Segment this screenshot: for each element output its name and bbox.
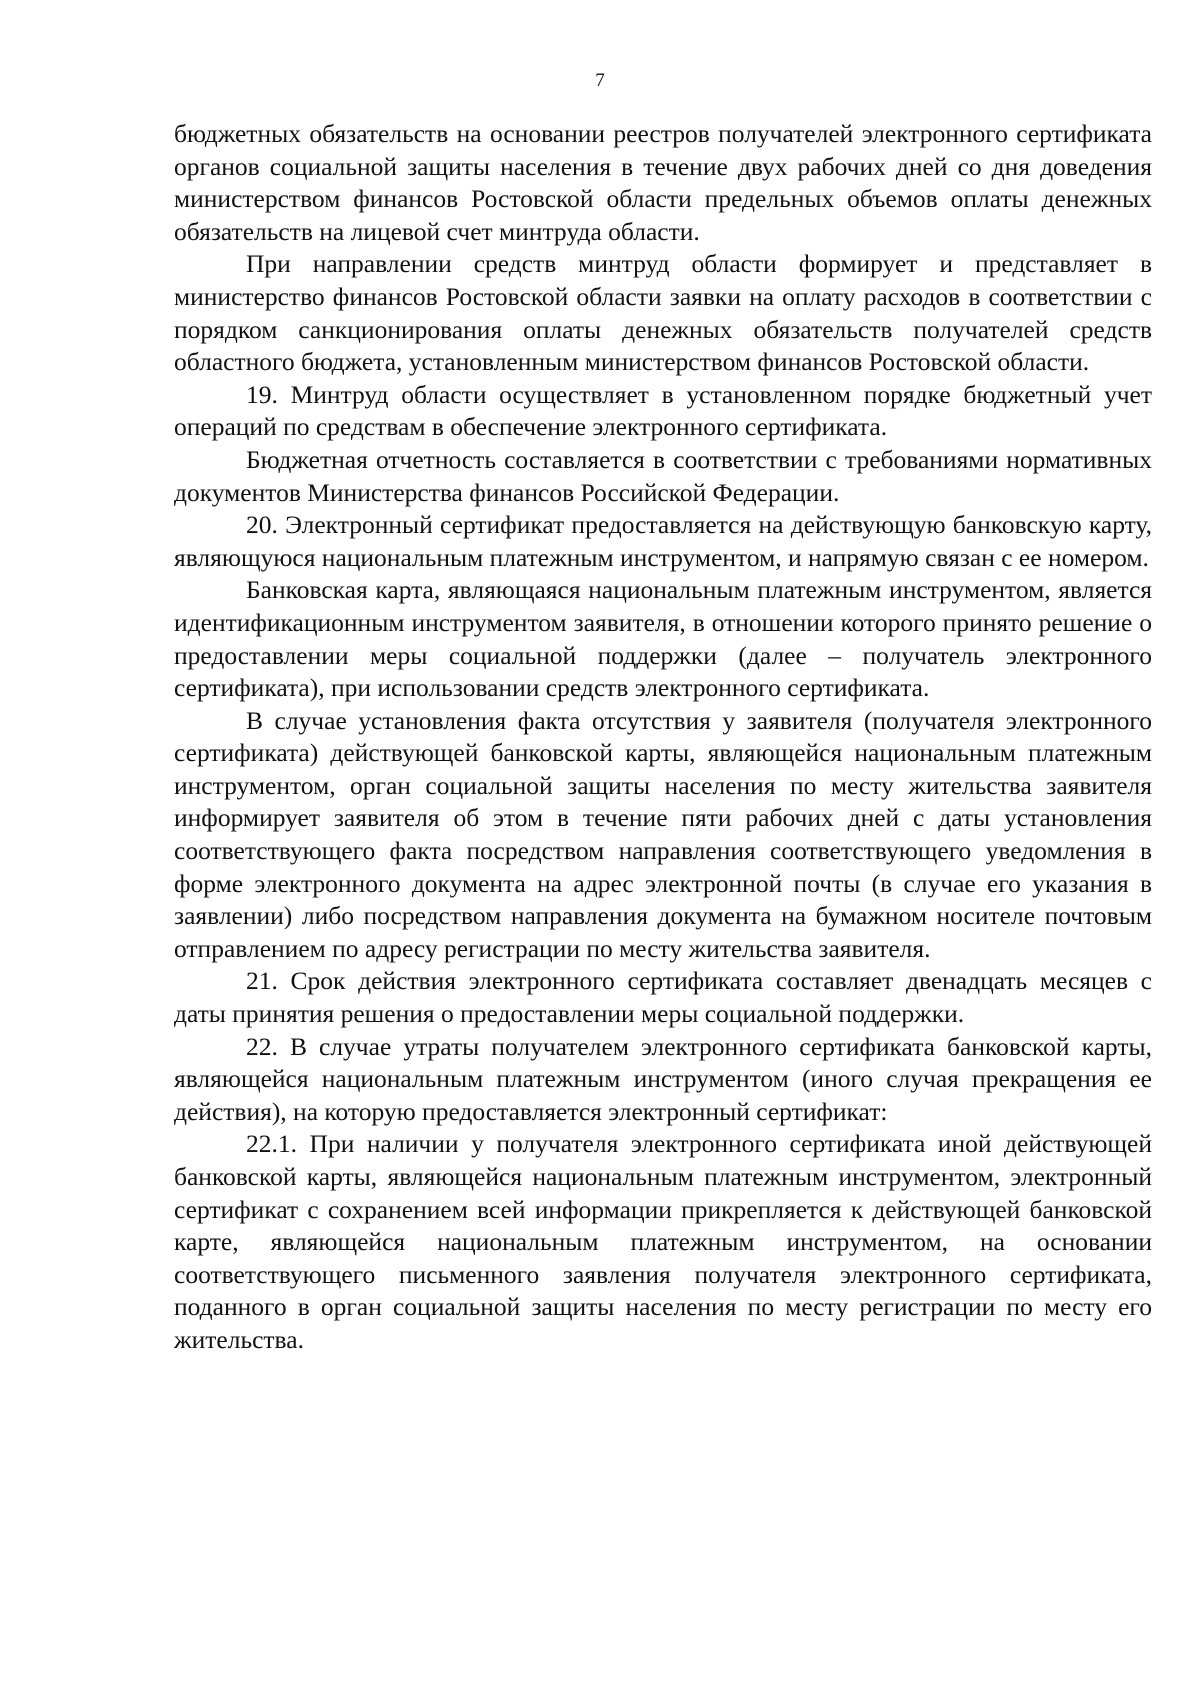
paragraph-budget-reporting: Бюджетная отчетность составляется в соответствии с требованиями нормативных документов Министерства финансов Российской Федерации. (174, 444, 1152, 507)
page-number: 7 (595, 70, 605, 91)
paragraph-budget-obligations: бюджетных обязательств на основании реестров получателей электронного сертификата органов социальной защиты населения в течение двух рабочих дней со дня доведения министерством финансов Ростовской области предельных объемов оплаты денежных обязательств на лицевой счет минтруда области. (174, 119, 1152, 246)
paragraph-item-22-1: 22.1. При наличии у получателя электронного сертификата иной действующей банковской карты, являющейся национальным платежным инструментом, электронный сертификат с сохранением всей информации прикрепляется к действующей банковской карте, являющейся национальным платежным инструментом, на основании соответствующего письменного заявления получателя электронного сертификата, поданного в орган социальной защиты населения по месту регистрации по месту его жительства. (174, 1129, 1152, 1354)
paragraph-bank-card: Банковская карта, являющаяся национальным платежным инструментом, является идентификационным инструментом заявителя, в отношении которого принято решение о предоставлении меры социальной поддержки (далее – получатель электронного сертификата), при использовании средств электронного сертификата. (174, 575, 1152, 703)
paragraph-funds-direction: При направлении средств минтруд области формирует и представляет в министерство финансов Ростовской области заявки на оплату расходов в соответствии с порядком санкционирования оплаты денежных обязательств получателей средств областного бюджета, установленным министерством финансов Ростовской области. (174, 249, 1152, 377)
paragraph-item-22: 22. В случае утраты получателем электронного сертификата банковской карты, являющейся национальным платежным инструментом (иного случая прекращения ее действия), на которую предоставляется электронный сертификат: (174, 1031, 1152, 1126)
paragraph-missing-card: В случае установления факта отсутствия у заявителя (получателя электронного сертификата) действующей банковской карты, являющейся национальным платежным инструментом, орган социальной защиты населения по месту жительства заявителя информирует заявителя об этом в течение пяти рабочих дней с даты установления соответствующего факта посредством направления соответствующего уведомления в форме электронного документа на адрес электронной почты (в случае его указания в заявлении) либо посредством направления документа на бумажном носителе почтовым отправлением по адресу регистрации по месту жительства заявителя. (174, 705, 1152, 963)
paragraph-item-21: 21. Срок действия электронного сертификата составляет двенадцать месяцев с даты принятия решения о предоставлении меры социальной поддержки. (174, 966, 1152, 1029)
paragraph-item-20: 20. Электронный сертификат предоставляется на действующую банковскую карту, являющуюся национальным платежным инструментом, и напрямую связан с ее номером. (174, 510, 1152, 572)
paragraph-item-19: 19. Минтруд области осуществляет в установленном порядке бюджетный учет операций по средствам в обеспечение электронного сертификата. (174, 379, 1152, 442)
document-body (174, 118, 1152, 1357)
